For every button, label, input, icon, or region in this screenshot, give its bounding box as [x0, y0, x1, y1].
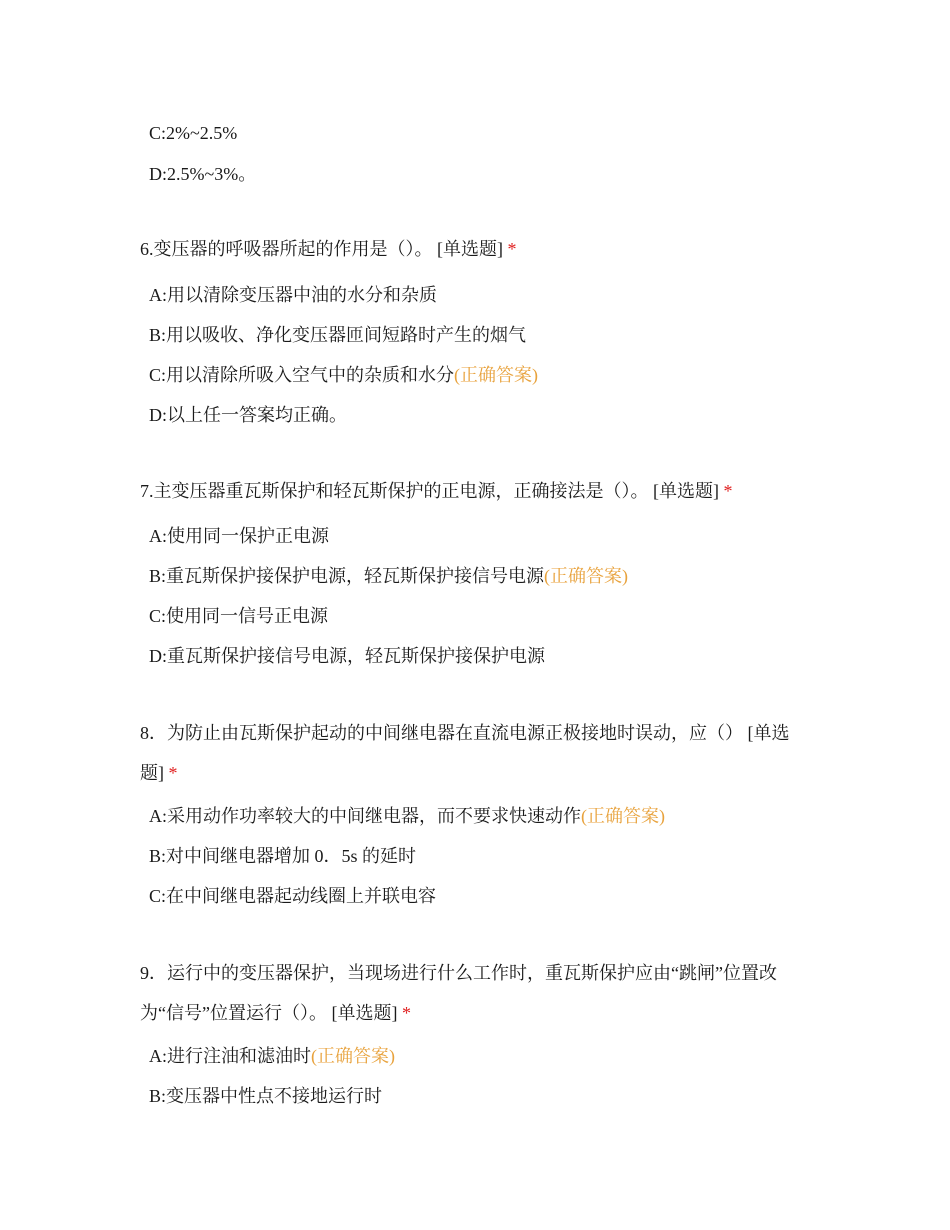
- q9-option-a: [149, 1045, 395, 1067]
- option-text: D:以上任一答案均正确。: [149, 405, 347, 425]
- q6-option-c: [149, 364, 538, 386]
- option-text: B:变压器中性点不接地运行时: [149, 1086, 383, 1106]
- option-text: A:进行注油和滤油时: [149, 1046, 311, 1066]
- correct-answer-mark: (正确答案): [581, 806, 665, 826]
- option-text: C:在中间继电器起动线圈上并联电容: [149, 886, 437, 906]
- q7-option-c: [149, 605, 328, 627]
- required-mark: *: [723, 481, 733, 501]
- correct-answer-mark: (正确答案): [544, 566, 629, 586]
- option-text: D:重瓦斯保护接信号电源，轻瓦斯保护接保护电源: [149, 646, 545, 666]
- question-text: 7.主变压器重瓦斯保护和轻瓦斯保护的正电源，正确接法是（）。 [单选题]: [140, 481, 719, 501]
- q5-option-c: [149, 122, 237, 144]
- q8-option-b: [149, 845, 416, 867]
- option-text: A:采用动作功率较大的中间继电器，而不要求快速动作: [149, 806, 581, 826]
- option-text: A:用以清除变压器中油的水分和杂质: [149, 285, 437, 305]
- required-mark: *: [168, 763, 178, 783]
- q6-title: [140, 229, 810, 269]
- q6-option-b: [149, 324, 526, 346]
- q6-option-d: [149, 404, 347, 426]
- correct-answer-mark: (正确答案): [311, 1046, 395, 1066]
- option-text: D:2.5%~3%。: [149, 164, 257, 184]
- q7-option-d: [149, 645, 545, 667]
- q7-title: [140, 471, 810, 511]
- q5-option-d: [149, 163, 256, 185]
- option-text: A:使用同一保护正电源: [149, 526, 329, 546]
- q7-option-a: [149, 525, 329, 547]
- required-mark: *: [507, 239, 517, 259]
- question-text: 8．为防止由瓦斯保护起动的中间继电器在直流电源正极接地时误动，应（） [单选题]: [140, 723, 790, 783]
- q7-option-b: [149, 565, 628, 587]
- q9-option-b: [149, 1085, 382, 1107]
- option-text: B:重瓦斯保护接保护电源，轻瓦斯保护接信号电源: [149, 566, 545, 586]
- q9-title: [140, 953, 810, 1033]
- option-text: B:对中间继电器增加 0．5s 的延时: [149, 846, 417, 866]
- q8-option-a: [149, 805, 665, 827]
- question-text: 9．运行中的变压器保护，当现场进行什么工作时，重瓦斯保护应由“跳闸”位置改为“信号”位置运行（）。 [单选题]: [140, 963, 777, 1023]
- option-text: C:2%~2.5%: [149, 123, 238, 143]
- required-mark: *: [401, 1003, 411, 1023]
- question-text: 6.变压器的呼吸器所起的作用是（）。 [单选题]: [140, 239, 503, 259]
- q8-title: [140, 713, 810, 793]
- option-text: B:用以吸收、净化变压器匝间短路时产生的烟气: [149, 325, 527, 345]
- option-text: C:用以清除所吸入空气中的杂质和水分: [149, 365, 455, 385]
- correct-answer-mark: (正确答案): [454, 365, 539, 385]
- option-text: C:使用同一信号正电源: [149, 606, 329, 626]
- q6-option-a: [149, 284, 437, 306]
- q8-option-c: [149, 885, 436, 907]
